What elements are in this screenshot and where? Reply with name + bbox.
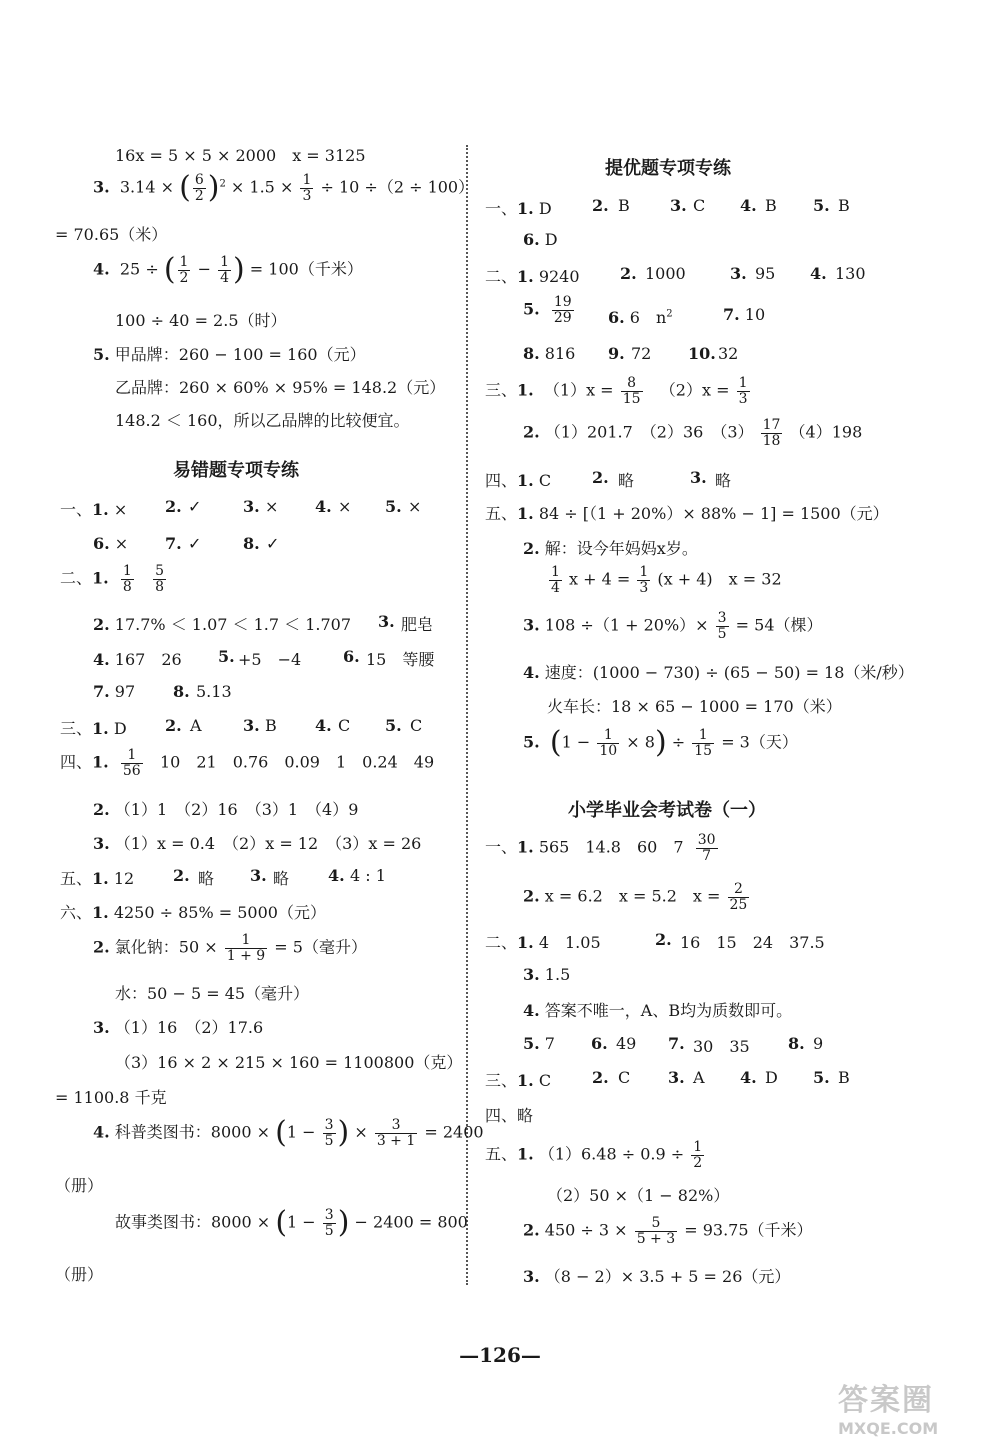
watermark-url: MXQE.COM [838,1419,939,1438]
answer-line: 7. 97 8. 5.13 [93,682,232,701]
answer-line: 三、1. D 2. A 3. B 4. C 5. C [60,716,423,738]
answer-line: 3. （1）16 （2）17.6 [93,1018,264,1037]
answer-line: 148.2 ＜ 160，所以乙品牌的比较便宜。 [115,411,410,430]
answer-line: 4. 25 ÷ ( $\frac{1}{2}$ − $\frac{1}{4}$ ) = 100（千米） [93,252,363,288]
answer-line: 五、1. （1）6.48 ÷ 0.9 ÷ $\frac{1}{2}$ [485,1139,703,1171]
answer-line: 2. 氯化钠：50 × $\frac{1}{1 + 9}$ = 5（毫升） [93,932,367,964]
answer-line: 二、1. 9240 2. 1000 3. 95 4. 130 [485,264,866,286]
answer-line: 100 ÷ 40 = 2.5（时） [115,311,287,330]
answer-line: 二、1. $\frac{1}{8}$ $\frac{5}{8}$ [60,563,164,595]
answer-line: 2. x = 6.2 x = 5.2 x = $\frac{2}{25}$ [523,881,748,913]
answer-line: 五、1. 12 2. 略 3. 略 4. 4 : 1 [60,866,386,888]
answer-line: 四、1. C 2. 略 3. 略 [485,468,732,490]
answer-line: 3. （8 − 2）× 3.5 + 5 = 26（元） [523,1267,791,1286]
answer-line: 5. (1 − $\frac{1}{10}$ × 8) ÷ $\frac{1}{15}$ = 3（天） [523,725,798,761]
section-title: 提优题专项专练 [605,158,731,179]
answer-line: 5. 甲品牌：260 − 100 = 160（元） [93,345,366,364]
page-number: —126— [459,1343,541,1367]
answer-line: 6. × 7. ✓ 8. ✓ [93,534,280,553]
answer-line: 2. （1）1 （2）16 （3）1 （4）9 [93,800,359,819]
watermark-logo [838,1375,988,1438]
answer-line: （3）16 × 2 × 215 × 160 = 1100800（克） [115,1053,463,1072]
answer-line: 3. 1.5 [523,965,571,984]
answer-line: 五、1. 84 ÷ [（1 + 20%）× 88% − 1] = 1500（元） [485,504,889,523]
answer-line: 乙品牌：260 × 60% × 95% = 148.2（元） [115,378,446,397]
answer-line: 2. （1）201.7 （2）36 （3） $\frac{17}{18}$ （4）198 [523,417,863,449]
answer-line: 4. 答案不唯一，A、B均为质数即可。 [523,1001,793,1020]
column-divider [466,145,468,1285]
answer-line: 2. 450 ÷ 3 × $\frac{5}{5 + 3}$ = 93.75（千米） [523,1215,813,1247]
answer-line: 火车长：18 × 65 − 1000 = 170（米） [547,697,842,716]
answer-line: 3. （1）x = 0.4 （2）x = 12 （3）x = 26 [93,834,422,853]
answer-line: = 70.65（米） [55,225,168,244]
answer-line: 三、1. （1）x = $\frac{8}{15}$ （2）x = $\frac{1}{3}$ [485,375,748,407]
answer-line: 一、1. 565 14.8 60 7 $\frac{30}{7}$ [485,832,716,864]
answer-line: 四、1. $\frac{1}{56}$ 10 21 0.76 0.09 1 0.24 49 [60,747,435,779]
answer-line: 2. 解：设今年妈妈x岁。 [523,539,698,558]
answer-line: 4. 167 26 5. +5 −4 6. 15 等腰 [93,647,435,669]
answer-line: 5. $\frac{19}{29}$ 6. 6 $n^2$ 7. 10 [523,294,766,327]
answer-line: （册） [55,1176,104,1195]
answer-line: 六、1. 4250 ÷ 85% = 5000（元） [60,903,326,922]
answer-line: 5. 7 6. 49 7. 30 35 8. 9 [523,1034,824,1056]
answer-line: 4. 速度：(1000 − 730) ÷ (65 − 50) = 18（米/秒） [523,663,914,682]
answer-line: 二、1. 4 1.05 2. 16 15 24 37.5 [485,930,825,952]
section-title: 小学毕业会考试卷（一） [568,800,766,821]
answer-line: 16x = 5 × 5 × 2000 x = 3125 [115,146,366,165]
answer-line: （2）50 ×（1 − 82%） [547,1186,730,1205]
answer-line: 一、1. D 2. B 3. C 4. B 5. B [485,196,850,218]
answer-line: 三、1. C 2. C 3. A 4. D 5. B [485,1068,850,1090]
answer-line: 水：50 − 5 = 45（毫升） [115,984,310,1003]
answer-line: = 1100.8 千克 [55,1088,167,1107]
answer-line: 一、1. × 2. ✓ 3. × 4. × 5. × [60,497,422,519]
answer-line: 3. 3.14 × ( $\frac{6}{2}$ )$^2$ × 1.5 × $\frac{1}{3}$ ÷ 10 ÷（2 ÷ 100） [93,170,475,206]
answer-line: 4. 科普类图书：8000 × (1 − $\frac{3}{5}$ ) × $\frac{3}{3 + 1}$ = 2400 [93,1115,484,1151]
answer-line: 3. 108 ÷（1 + 20%）× $\frac{3}{5}$ = 54（棵） [523,610,823,642]
answer-line: 6. D [523,230,558,249]
answer-line: （册） [55,1265,104,1284]
watermark-text: 答案圈 [838,1383,934,1418]
answer-line: $\frac{1}{4}$ x + 4 = $\frac{1}{3}$ (x + 4) x = 32 [551,564,782,596]
answer-line: 四、略 [485,1106,534,1125]
answer-line: 8. 816 9. 72 10. 32 [523,344,739,363]
answer-line: 故事类图书：8000 × (1 − $\frac{3}{5}$ ) − 2400 = 800 [115,1205,468,1241]
section-title: 易错题专项专练 [173,460,299,481]
answer-line: 2. 17.7% ＜ 1.07 ＜ 1.7 ＜ 1.707 3. 肥皂 [93,612,434,634]
